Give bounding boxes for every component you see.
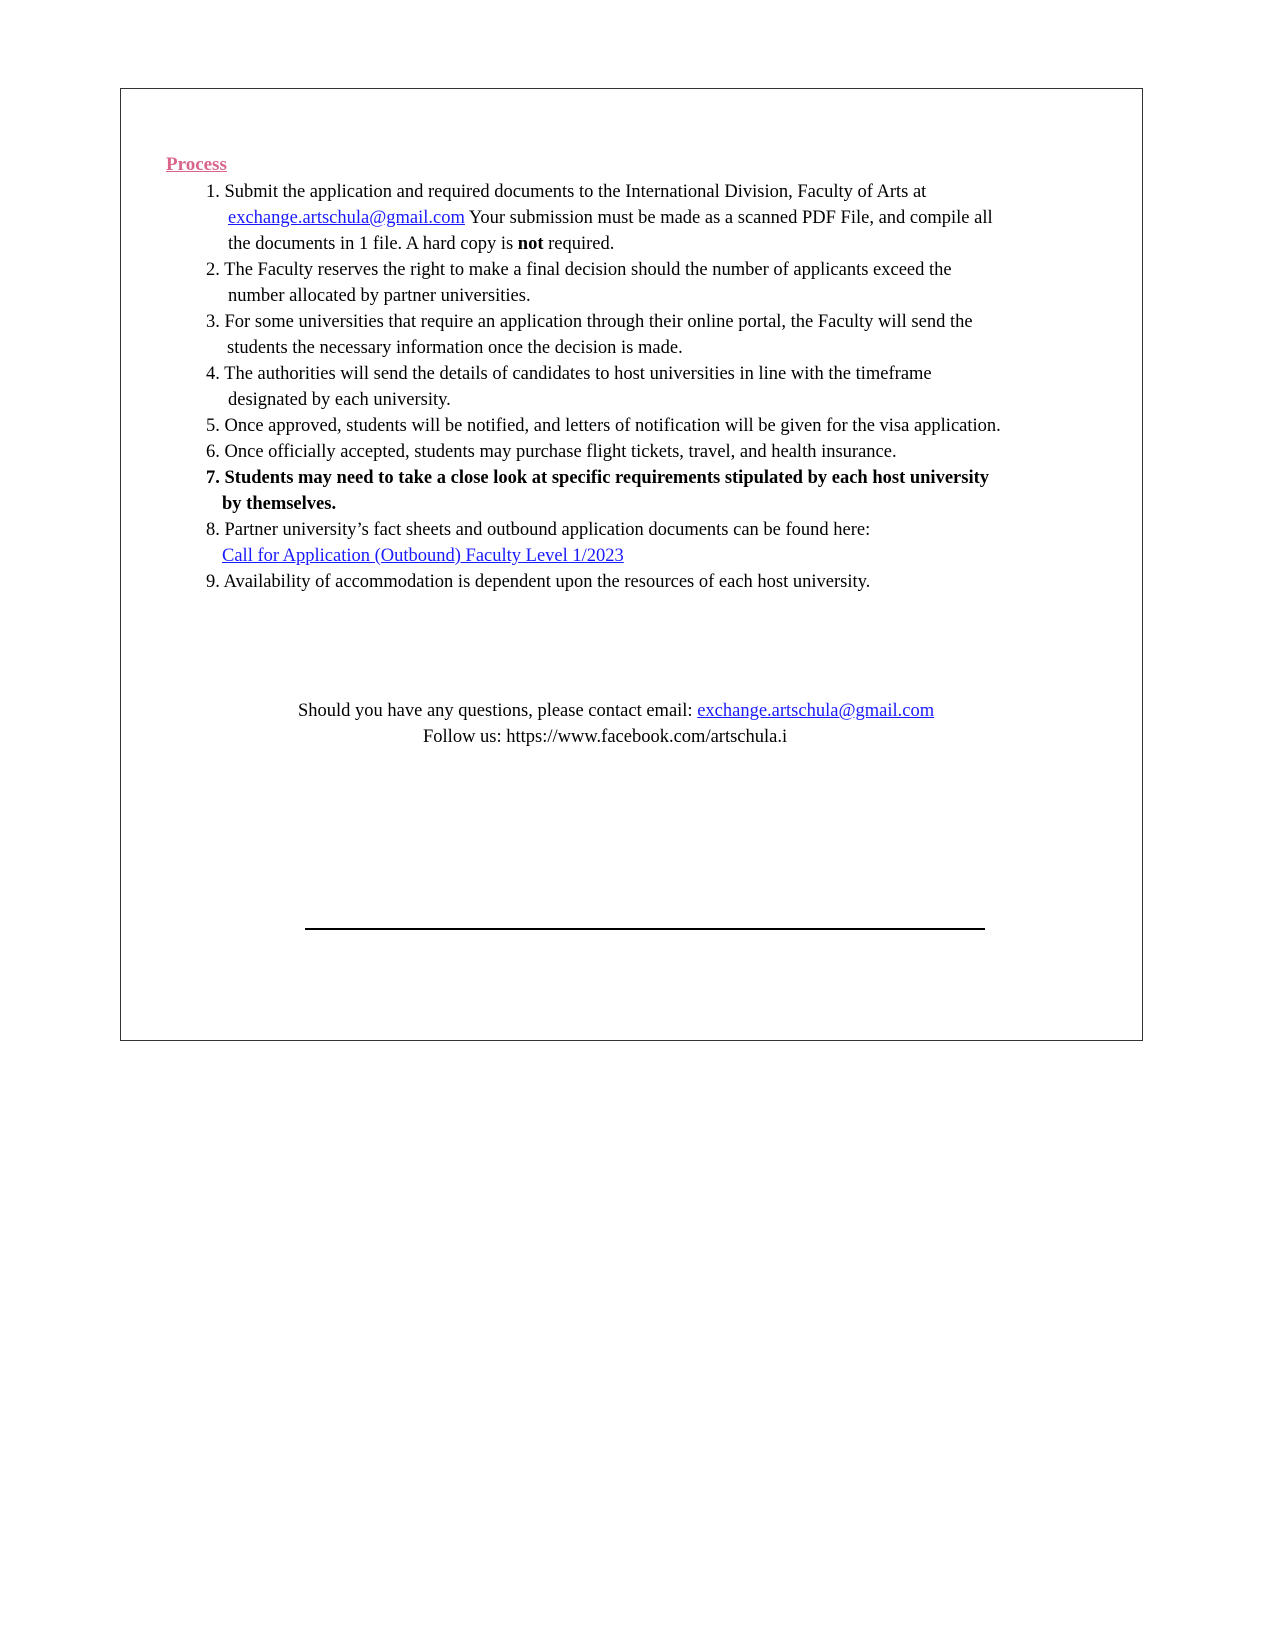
list-item-3-line-1 bbox=[206, 309, 973, 335]
list-item-text: Your submission must be made as a scanned PDF File, and compile all bbox=[464, 208, 993, 228]
list-item-text: Once approved, students will be notified, and letters of notification will be given for the visa application. bbox=[224, 416, 1001, 436]
contact-question-line bbox=[298, 698, 934, 724]
list-item-text: Availability of accommodation is dependent upon the resources of each host university. bbox=[223, 572, 871, 592]
horizontal-rule bbox=[305, 928, 985, 930]
list-item-1-line-3 bbox=[228, 231, 614, 257]
list-item-text: Partner university’s fact sheets and outbound application documents can be found here: bbox=[224, 520, 871, 540]
list-item-text: the documents in 1 file. A hard copy is bbox=[228, 234, 518, 254]
list-item-4-line-2: designated by each university. bbox=[228, 390, 451, 410]
list-item-text: For some universities that require an application through their online portal, the Faculty will send the bbox=[224, 312, 973, 332]
list-item-text: Submit the application and required documents to the International Division, Faculty of Arts at bbox=[224, 182, 927, 202]
list-item-text: Once officially accepted, students may purchase flight tickets, travel, and health insurance. bbox=[224, 442, 897, 462]
list-item-number: 2. bbox=[206, 260, 220, 280]
list-item-6 bbox=[206, 439, 897, 465]
list-item-number: 3. bbox=[206, 312, 220, 332]
contact-question-text: Should you have any questions, please contact email: bbox=[298, 701, 698, 721]
contact-email-link[interactable]: exchange.artschula@gmail.com bbox=[697, 701, 935, 721]
list-item-number: 4. bbox=[206, 364, 220, 384]
list-item-4-line-1 bbox=[206, 361, 932, 387]
section-heading-process: Process bbox=[166, 154, 227, 175]
list-item-5 bbox=[206, 413, 1001, 439]
list-item-text: The authorities will send the details of candidates to host universities in line with the timeframe bbox=[224, 364, 932, 384]
list-item-1-line-1 bbox=[206, 179, 926, 205]
list-item-7-line-2: by themselves. bbox=[222, 494, 337, 514]
list-item-7-line-1 bbox=[206, 465, 989, 491]
call-for-application-link[interactable]: Call for Application (Outbound) Faculty Level 1/2023 bbox=[222, 546, 624, 566]
list-item-number: 6. bbox=[206, 442, 220, 462]
list-item-text: required. bbox=[543, 234, 615, 254]
list-item-3-line-2: students the necessary information once the decision is made. bbox=[227, 338, 683, 358]
list-item-number: 7. bbox=[206, 468, 220, 488]
list-item-8-line-2 bbox=[222, 543, 624, 569]
list-item-text: The Faculty reserves the right to make a final decision should the number of applicants exceed the bbox=[224, 260, 952, 280]
list-item-number: 1. bbox=[206, 182, 220, 202]
email-link[interactable]: exchange.artschula@gmail.com bbox=[228, 208, 465, 228]
list-item-number: 9. bbox=[206, 572, 220, 592]
list-item-number: 5. bbox=[206, 416, 220, 436]
list-item-number: 8. bbox=[206, 520, 220, 540]
list-item-9 bbox=[206, 569, 870, 595]
list-item-2-line-2: number allocated by partner universities. bbox=[228, 286, 531, 306]
list-item-8-line-1 bbox=[206, 517, 870, 543]
follow-us-line: Follow us: https://www.facebook.com/artschula.i bbox=[423, 727, 788, 747]
list-item-text: Students may need to take a close look at specific requirements stipulated by each host university bbox=[224, 468, 989, 488]
emphasis-text: not bbox=[517, 234, 544, 254]
list-item-1-line-2 bbox=[228, 205, 993, 231]
list-item-2-line-1 bbox=[206, 257, 952, 283]
